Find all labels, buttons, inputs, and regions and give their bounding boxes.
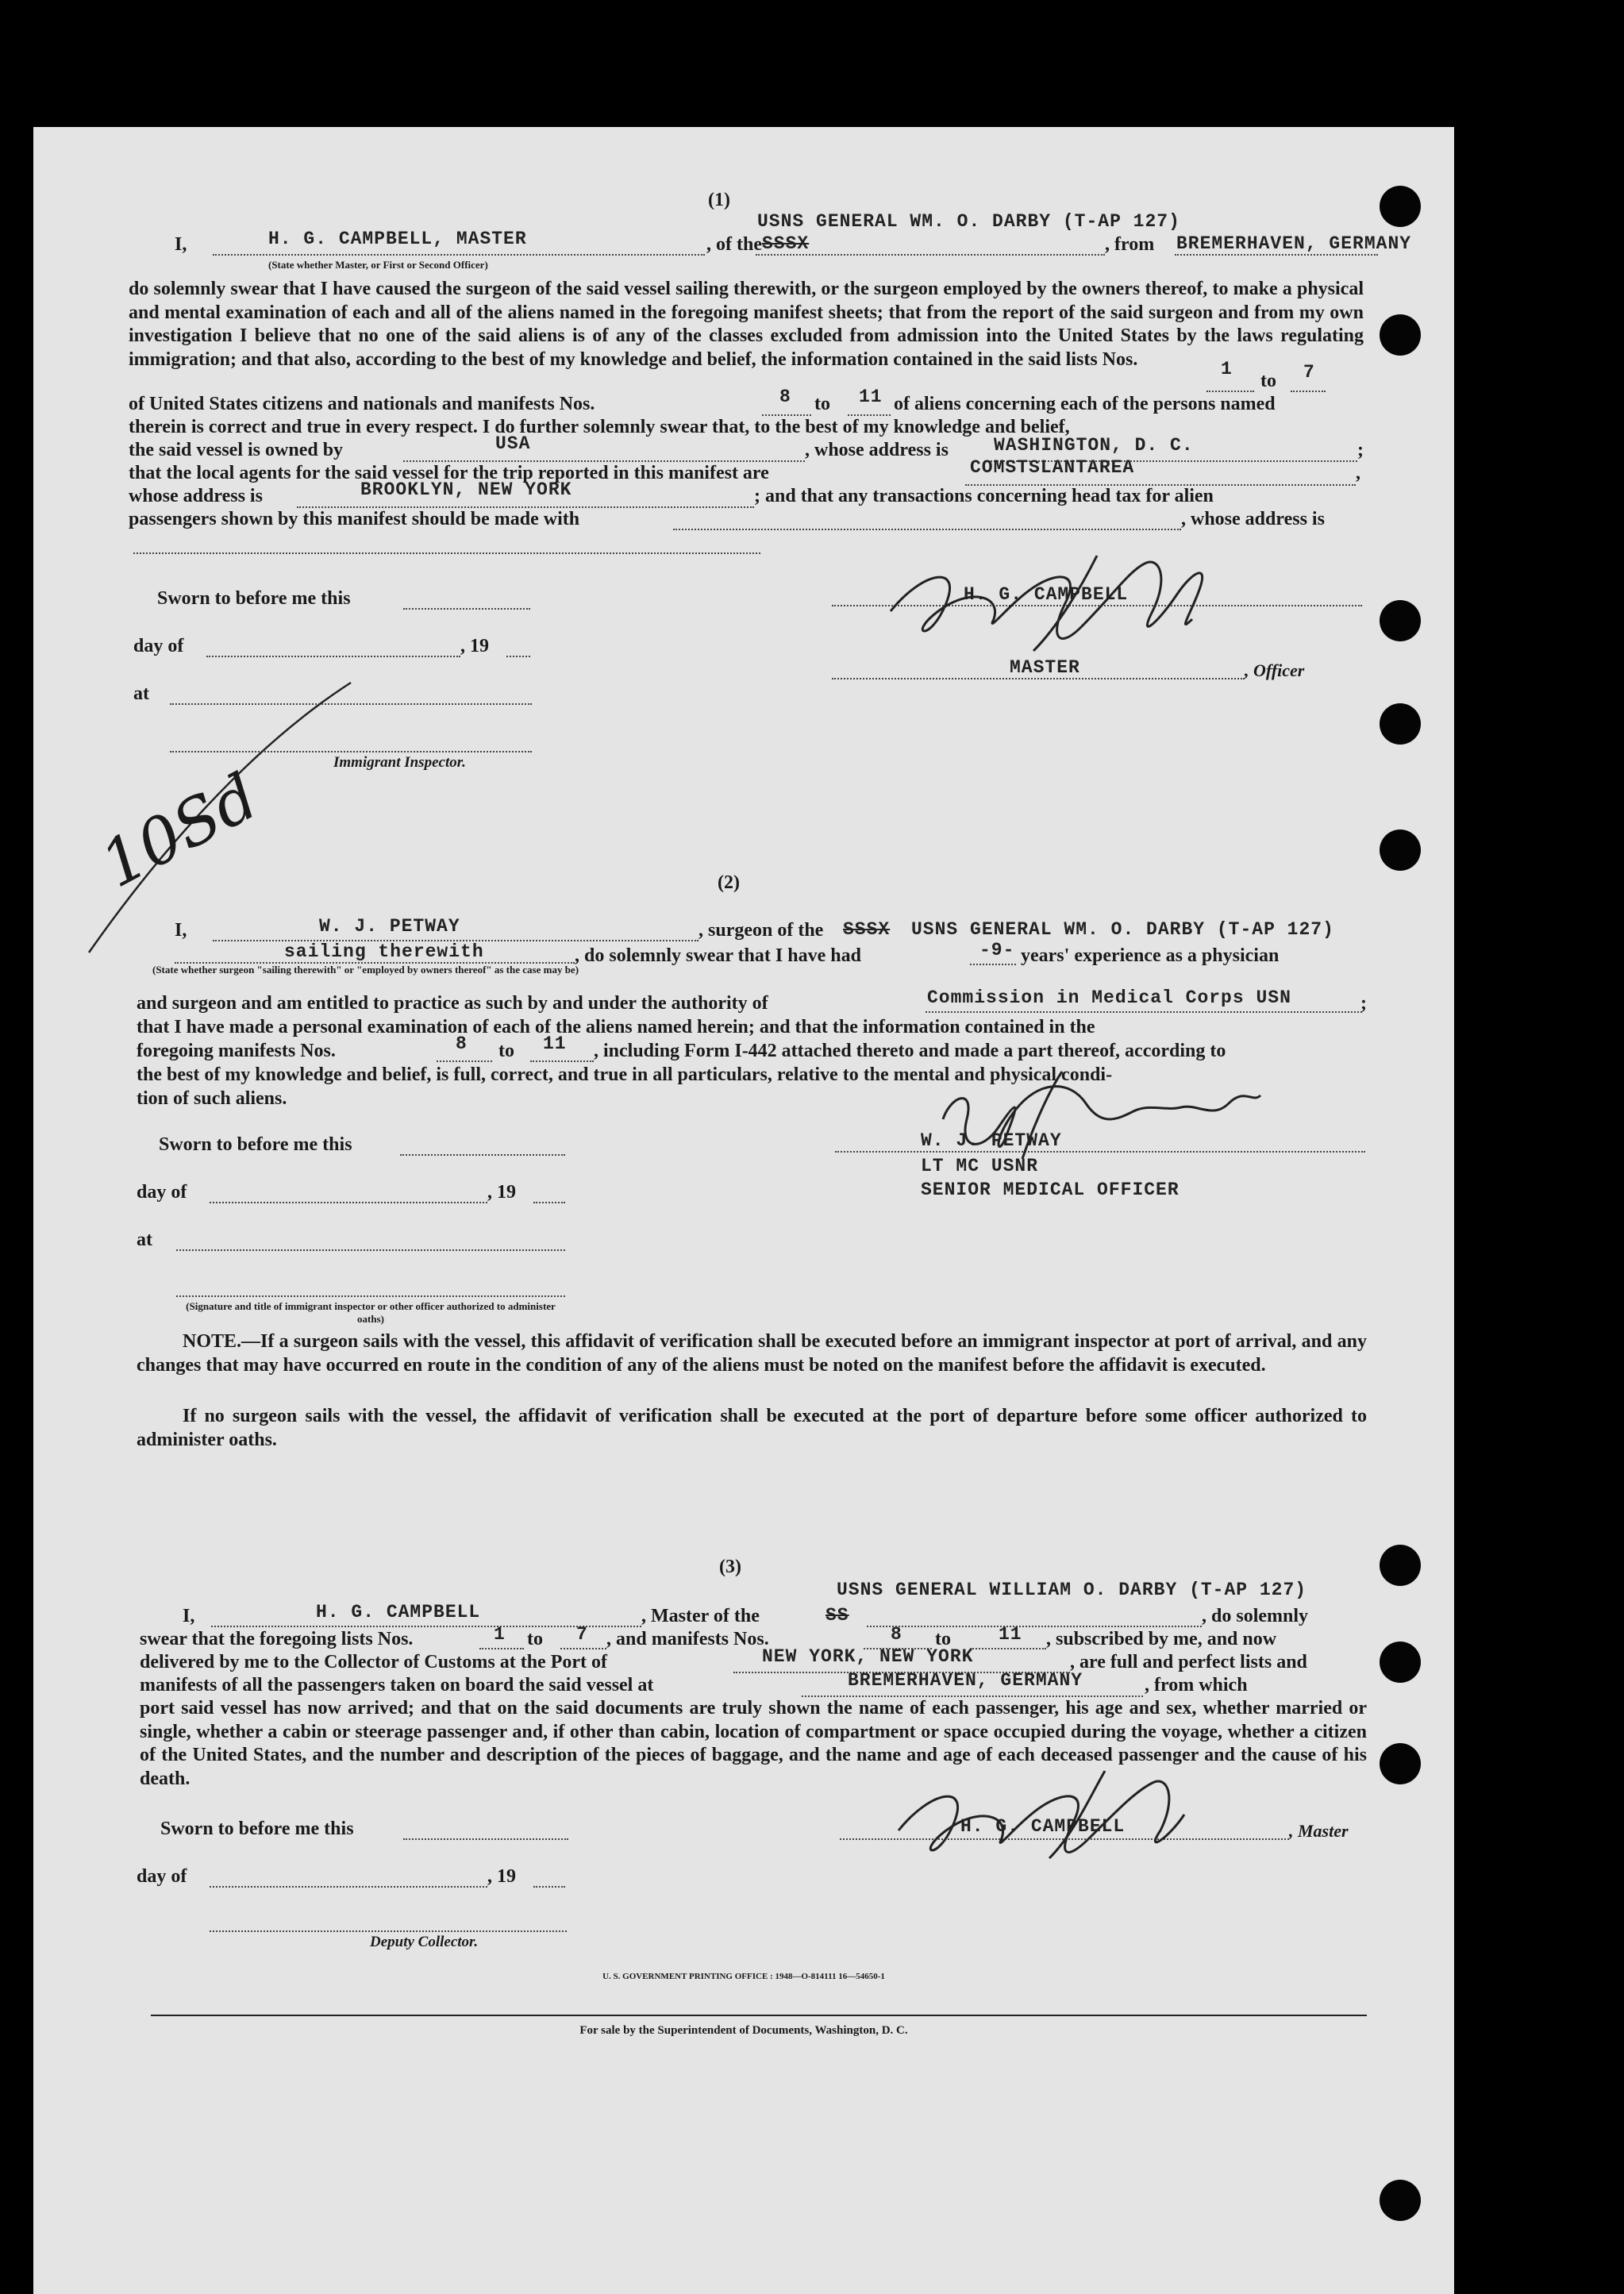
sec1-inspector-label: Immigrant Inspector. <box>333 754 466 771</box>
sec3-body: port said vessel has now arrived; and that on the said documents are truly shown the name of each passenger, his age and sex, whether married or single, whether a cabin or steerage passenger and, if other than cabin, location of compartment or space occupied during the voyage, whether a citizen of the United States, and the number and description of the pieces of baggage, and the name and age of each deceased passenger and the cause of his death. <box>140 1698 1367 1789</box>
punch-hole <box>1380 600 1421 641</box>
sec2-swear: , do solemnly swear that I have had <box>575 945 861 966</box>
sec3-port: NEW YORK, NEW YORK <box>762 1646 974 1667</box>
sec1-owner-address: WASHINGTON, D. C. <box>994 435 1194 456</box>
punch-hole <box>1380 314 1421 356</box>
sec1-from-label: , from <box>1105 234 1155 255</box>
sec1-state-note: (State whether Master, or First or Second Officer) <box>268 259 488 271</box>
sec1-to-2: to <box>814 394 830 414</box>
sec3-lists-from: 1 <box>494 1624 506 1645</box>
sec1-vessel-name: USNS GENERAL WM. O. DARBY (T-AP 127) <box>757 211 1180 232</box>
sec1-owner: USA <box>495 433 531 454</box>
footer-printing: U. S. GOVERNMENT PRINTING OFFICE : 1948—O-814111 16—54650-1 <box>602 1972 885 1981</box>
footer-sale: For sale by the Superintendent of Documents, Washington, D. C. <box>579 2024 908 2037</box>
punch-hole <box>1380 1545 1421 1586</box>
sec2-manifests-from: 8 <box>456 1033 468 1054</box>
document-page: (1) USNS GENERAL WM. O. DARBY (T-AP 127) I, H. G. CAMPBELL, MASTER , of the SSSX , from BREMERHAVEN, GERMANY (State whether Master, or First or Second Officer) do solemnly swear that I have caused the surgeon of the said vessel sailing therewith, or the surgeon employed by the owners thereof, to make a physical and mental examination of each and all of the aliens named in the foregoing manifest sheets; that from the report of the said surgeon and from my own investigation I believe that no one of the said aliens is of any of the classes excluded from admission into the United States by the laws regulating immigration; and that also, according to the best of my knowledge and belief, the information contained in the said lists Nos. 1 to 7 of United States citizens and nationals and manifests Nos. 8 to 11 of aliens concerning each of the persons named therein is correct and true in every respect. I do further solemnly swear that, to the best of my knowledge and belief, the said vessel is owned by USA , whose address is WASHINGTON, D. C. ; that the local agents for the said vessel for the trip reported in this manifest are COMSTSLANTAREA , whose address is BROOKLYN, NEW YORK ; and that any transactions concerning head tax for alien passengers shown by this manifest should be made with , whose address is Sworn to before me this day of , 19 at Immigrant Inspector. H. G. CAMPBELL MASTER , Officer 10Sd (2) I, W. J. PETWAY , surgeon of the SSSX USNS GENERAL WM. O. DARBY (T-AP 127) sailing therewith (State whether surgeon "sailing therewith" or "employed by owners thereof" as the case may be) , do solemnly swear that I have had -9- years' experience as a physician and surgeon and am entitled to practice as such by and under the authority of Commission in Medical Corps USN ; that I have made a personal examination of each of the aliens named herein; and that the information contained in the foregoing manifests Nos. 8 to 11 , including Form I-442 attached thereto and made a part thereof, according to the best of my knowledge and belief, is full, correct, and true in all particulars, relative to the mental and physical condi- tion of such aliens. Sworn to before me this day of , 19 at (Signature and title of immigrant inspector or other officer authorized to administer oaths) W. J. PETWAY LT MC USNR SENIOR MEDICAL OFFICER NOTE.—If a surgeon sails with the vessel, this affidavit of verification shall be executed before an immigrant inspector at port of arrival, and any changes that may have occurred en route in the condition of any of the aliens must be noted on the manifest before the affidavit is executed. If no surgeon sails with the vessel, the affidavit of verification shall be executed at the port of departure before some officer authorized to administer oaths. (3) USNS GENERAL WILLIAM O. DARBY (T-AP 127) I, H. G. CAMPBELL , Master of the SS , do solemnly swear that the foregoing lists Nos. 1 to 7 , and manifests Nos. 8 to 11 , subscribed by me, and now delivered by me to the Collector of Customs at the Port of NEW YORK, NEW YORK , are full and perfect lists and manifests of all the passengers taken on board the said vessel at BREMERHAVEN, GERMANY , from which port said vessel has now arrived; and that on the said documents are truly shown the name of each passenger, his age and sex, whether married or single, whether a cabin or steerage passenger and, if other than cabin, location of compartment or space occupied during the voyage, whether a citizen of the United States, and the number and description of the pieces of baggage, and the name and age of each deceased passenger and the cause of his death. Sworn to before me this day of , 19 Deputy Collector. H. G. CAMPBELL , Master U. S. GOVERNMENT PRINTING OFFICE : 1948—O-814111 16—54650-1 For sale by the Superintendent of Documents, Washington, D. C. <box>33 127 1454 2294</box>
sec2-status-note: (State whether surgeon "sailing therewith" or "employed by owners thereof" as the case may be) <box>152 964 579 976</box>
sec2-years: -9- <box>979 940 1015 960</box>
section-1-number: (1) <box>708 190 730 210</box>
sec3-name: H. G. CAMPBELL <box>316 1602 481 1622</box>
punch-hole <box>1380 1642 1421 1683</box>
sec3-manifests-to: 11 <box>999 1624 1022 1645</box>
sec2-nineteen: , 19 <box>487 1182 516 1203</box>
section-3-number: (3) <box>719 1557 741 1577</box>
note-paragraph-1: NOTE.—If a surgeon sails with the vessel, this affidavit of verification shall be executed before an immigrant inspector at port of arrival, and any changes that may have occurred en route in the condition of any of the aliens must be noted on the manifest before the affidavit is executed. <box>137 1331 1367 1376</box>
sec1-from-port: BREMERHAVEN, GERMANY <box>1176 233 1412 254</box>
section-2-number: (2) <box>718 872 740 893</box>
sec2-to: to <box>498 1041 514 1061</box>
sec1-i-label: I, <box>175 234 187 255</box>
sec2-foregoing: foregoing manifests Nos. <box>137 1041 336 1061</box>
sec2-struck: SSSX <box>843 919 891 940</box>
sec1-whose-address-is: , whose address is <box>1181 509 1325 529</box>
sec3-delivered: delivered by me to the Collector of Customs at the Port of <box>140 1652 607 1672</box>
sec2-exam: that I have made a personal examination of each of the aliens named herein; and that the information contained in the <box>137 1017 1095 1037</box>
sec3-full-lists: , are full and perfect lists and <box>1070 1652 1307 1672</box>
sec2-manifests-to: 11 <box>543 1033 567 1054</box>
sec3-to: to <box>527 1629 543 1649</box>
sec1-manifests-text: of United States citizens and nationals and manifests Nos. <box>129 394 595 414</box>
sec1-lists-from: 1 <box>1221 359 1233 379</box>
sec3-nineteen: , 19 <box>487 1866 516 1887</box>
sec2-best: the best of my knowledge and belief, is full, correct, and true in all particulars, relative to the mental and physical condi- <box>137 1064 1113 1085</box>
sec1-agents-label: that the local agents for the said vessel for the trip reported in this manifest are <box>129 463 769 483</box>
sec2-surgeon-of: , surgeon of the <box>698 920 824 941</box>
sec1-manifests-to: 11 <box>859 387 883 407</box>
punch-hole <box>1380 703 1421 745</box>
sec3-master-label: , Master <box>1289 1821 1349 1841</box>
sec1-whose-address-label: , whose address is <box>805 440 949 460</box>
sec1-struck: SSSX <box>762 233 810 254</box>
sec1-agent-address: BROOKLYN, NEW YORK <box>360 479 572 500</box>
sec3-lists-to: 7 <box>576 1624 588 1645</box>
sec3-to-2: to <box>935 1629 951 1649</box>
sec2-rank: LT MC USNR <box>921 1156 1039 1176</box>
sec1-passengers-line: passengers shown by this manifest should be made with <box>129 509 580 529</box>
handwritten-note: 10Sd <box>89 759 270 903</box>
sec1-lists-to: 7 <box>1303 362 1315 383</box>
sec2-years-tail: years' experience as a physician <box>1021 945 1280 966</box>
sec2-authority-value: Commission in Medical Corps USN <box>927 987 1291 1008</box>
sec1-agent-addr-label: whose address is <box>129 486 263 506</box>
punch-hole <box>1380 829 1421 871</box>
sec3-solemnly: , do solemnly <box>1202 1606 1309 1626</box>
sec1-day-of: day of <box>133 636 184 656</box>
sec3-from-which: , from which <box>1145 1675 1248 1695</box>
sec3-collector-label: Deputy Collector. <box>370 1934 479 1950</box>
sec1-of-the: , of the <box>706 234 762 255</box>
sec3-signature-typed: H. G. CAMPBELL <box>960 1816 1126 1837</box>
sec3-swear-lists: swear that the foregoing lists Nos. <box>140 1629 414 1649</box>
sec2-surgeon-name: W. J. PETWAY <box>319 916 460 937</box>
sec2-role: SENIOR MEDICAL OFFICER <box>921 1180 1180 1200</box>
sec1-title-typed: MASTER <box>1010 657 1080 678</box>
sec3-day-of: day of <box>137 1866 187 1887</box>
sec1-to: to <box>1260 371 1276 391</box>
sec3-manifests-from: 8 <box>891 1624 902 1645</box>
sec2-including: , including Form I-442 attached thereto and made a part thereof, according to <box>594 1041 1226 1061</box>
sec2-day-of: day of <box>137 1182 187 1203</box>
sec2-vessel: USNS GENERAL WM. O. DARBY (T-AP 127) <box>911 919 1334 940</box>
sec2-authority: and surgeon and am entitled to practice as such by and under the authority of <box>137 993 768 1014</box>
sec1-therein: therein is correct and true in every respect. I do further solemnly swear that, to the best of my knowledge and belief, <box>129 417 1070 437</box>
sec2-i-label: I, <box>175 920 187 941</box>
sec2-at: at <box>137 1230 152 1250</box>
sec1-owned-label: the said vessel is owned by <box>129 440 344 460</box>
sec3-master-of: , Master of the <box>641 1606 760 1626</box>
campbell-signature <box>875 540 1256 659</box>
sec3-manifests-taken: manifests of all the passengers taken on board the said vessel at <box>140 1675 654 1695</box>
sec1-signature-typed: H. G. CAMPBELL <box>964 584 1129 605</box>
sec2-inspector-note: (Signature and title of immigrant inspector or other officer authorized to administer oaths) <box>186 1300 556 1325</box>
punch-hole <box>1380 1743 1421 1784</box>
sec2-sworn: Sworn to before me this <box>159 1134 352 1155</box>
punch-hole <box>1380 2180 1421 2221</box>
petway-signature <box>927 1064 1276 1167</box>
sec3-sworn: Sworn to before me this <box>160 1819 354 1839</box>
sec1-nineteen: , 19 <box>460 636 489 656</box>
sec3-origin: BREMERHAVEN, GERMANY <box>848 1670 1083 1691</box>
sec1-aliens-text: of aliens concerning each of the persons named <box>894 394 1276 414</box>
campbell-signature-2 <box>883 1759 1216 1862</box>
sec1-manifests-from: 8 <box>779 387 791 407</box>
sec2-signature-typed: W. J. PETWAY <box>921 1130 1062 1151</box>
sec3-subscribed: , subscribed by me, and now <box>1046 1629 1277 1649</box>
sec1-master-name: H. G. CAMPBELL, MASTER <box>268 229 527 249</box>
punch-hole <box>1380 186 1421 227</box>
sec1-at: at <box>133 683 149 704</box>
sec3-and-manifests: , and manifests Nos. <box>606 1629 769 1649</box>
sec1-paragraph: do solemnly swear that I have caused the surgeon of the said vessel sailing therewith, or the surgeon employed by the owners thereof, to make a physical and mental examination of each and all of the aliens named in the foregoing manifest sheets; that from the report of the said surgeon and from my own investigation I believe that no one of the said aliens is of any of the classes excluded from admission into the United States by the laws regulating immigration; and that also, according to the best of my knowledge and belief, the information contained in the said lists Nos. <box>129 279 1364 370</box>
sec2-status: sailing therewith <box>284 941 484 962</box>
sec3-struck: SS <box>825 1605 849 1626</box>
sec3-i-label: I, <box>183 1606 195 1626</box>
sec2-such: tion of such aliens. <box>137 1088 287 1109</box>
sec1-agents: COMSTSLANTAREA <box>970 457 1135 478</box>
sec1-head-tax: ; and that any transactions concerning head tax for alien <box>754 486 1214 506</box>
sec3-vessel-name: USNS GENERAL WILLIAM O. DARBY (T-AP 127) <box>837 1580 1307 1600</box>
sec1-officer-label: , Officer <box>1245 660 1305 680</box>
sec1-sworn: Sworn to before me this <box>157 588 351 609</box>
note-paragraph-2: If no surgeon sails with the vessel, the affidavit of verification shall be executed at the port of departure before some officer authorized to administer oaths. <box>137 1406 1367 1450</box>
